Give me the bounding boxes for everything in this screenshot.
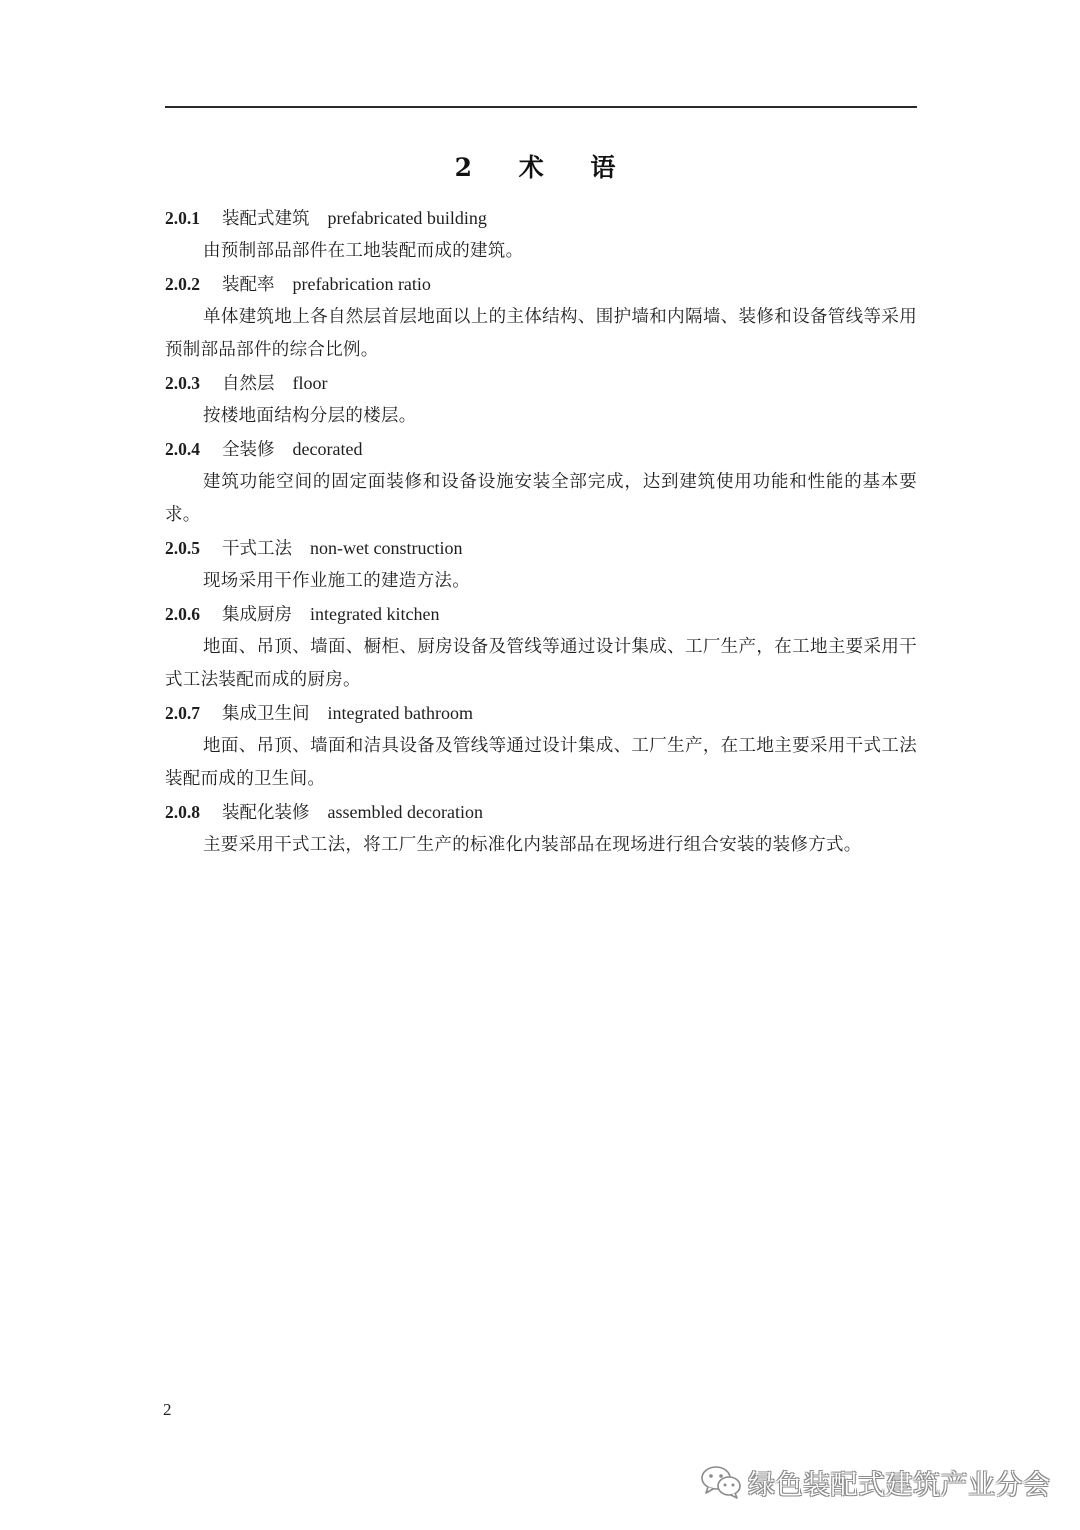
term-heading	[165, 598, 917, 631]
term-heading	[165, 697, 917, 730]
term-heading	[165, 796, 917, 829]
term-chinese: 装配率	[222, 275, 275, 295]
term-heading	[165, 433, 917, 466]
term-english: non-wet construction	[310, 538, 463, 558]
term-entry	[165, 796, 917, 862]
term-heading	[165, 532, 917, 565]
watermark-text: 绿色装配式建筑产业分会	[748, 1469, 1051, 1501]
term-chinese: 集成厨房	[222, 605, 292, 625]
watermark	[700, 1462, 1051, 1502]
term-entry	[165, 697, 917, 796]
term-heading	[165, 367, 917, 400]
term-number: 2.0.8	[165, 802, 200, 822]
term-chinese: 干式工法	[222, 539, 292, 559]
terms-list	[165, 202, 917, 862]
term-number: 2.0.1	[165, 208, 200, 228]
term-heading	[165, 268, 917, 301]
term-number: 2.0.3	[165, 373, 200, 393]
term-entry	[165, 433, 917, 532]
term-entry	[165, 268, 917, 367]
chapter-title: 2 术 语	[454, 153, 626, 182]
term-chinese: 装配化装修	[222, 803, 310, 823]
term-chinese: 集成卫生间	[222, 704, 310, 724]
term-entry	[165, 367, 917, 433]
term-number: 2.0.5	[165, 538, 200, 558]
term-english: floor	[292, 373, 328, 393]
term-english: assembled decoration	[327, 802, 483, 822]
term-number: 2.0.4	[165, 439, 200, 459]
term-chinese: 自然层	[222, 374, 275, 394]
term-english: decorated	[292, 439, 363, 459]
term-number: 2.0.7	[165, 703, 200, 723]
term-definition: 地面、吊顶、墙面、橱柜、厨房设备及管线等通过设计集成、工厂生产，在工地主要采用干式工法装配而成的厨房。	[165, 637, 917, 690]
term-definition: 主要采用干式工法，将工厂生产的标准化内装部品在现场进行组合安装的装修方式。	[203, 835, 862, 855]
term-heading	[165, 202, 917, 235]
header-rule	[165, 106, 917, 108]
term-english: prefabricated building	[327, 208, 487, 228]
term-chinese: 全装修	[222, 440, 275, 460]
term-english: integrated kitchen	[310, 604, 440, 624]
term-definition: 地面、吊顶、墙面和洁具设备及管线等通过设计集成、工厂生产，在工地主要采用干式工法装配而成的卫生间。	[165, 736, 917, 789]
term-definition: 建筑功能空间的固定面装修和设备设施安装全部完成，达到建筑使用功能和性能的基本要求。	[165, 472, 917, 525]
term-english: integrated bathroom	[327, 703, 473, 723]
term-entry	[165, 598, 917, 697]
term-english: prefabrication ratio	[292, 274, 431, 294]
term-entry	[165, 532, 917, 598]
term-chinese: 装配式建筑	[222, 209, 310, 229]
term-number: 2.0.6	[165, 604, 200, 624]
term-definition: 现场采用干作业施工的建造方法。	[203, 571, 470, 591]
wechat-icon	[700, 1464, 742, 1500]
term-number: 2.0.2	[165, 274, 200, 294]
term-definition: 由预制部品部件在工地装配而成的建筑。	[203, 241, 524, 261]
term-definition: 按楼地面结构分层的楼层。	[203, 406, 417, 426]
term-definition: 单体建筑地上各自然层首层地面以上的主体结构、围护墙和内隔墙、装修和设备管线等采用预制部品部件的综合比例。	[165, 307, 917, 360]
term-entry	[165, 202, 917, 268]
page-number: 2	[163, 1400, 172, 1419]
